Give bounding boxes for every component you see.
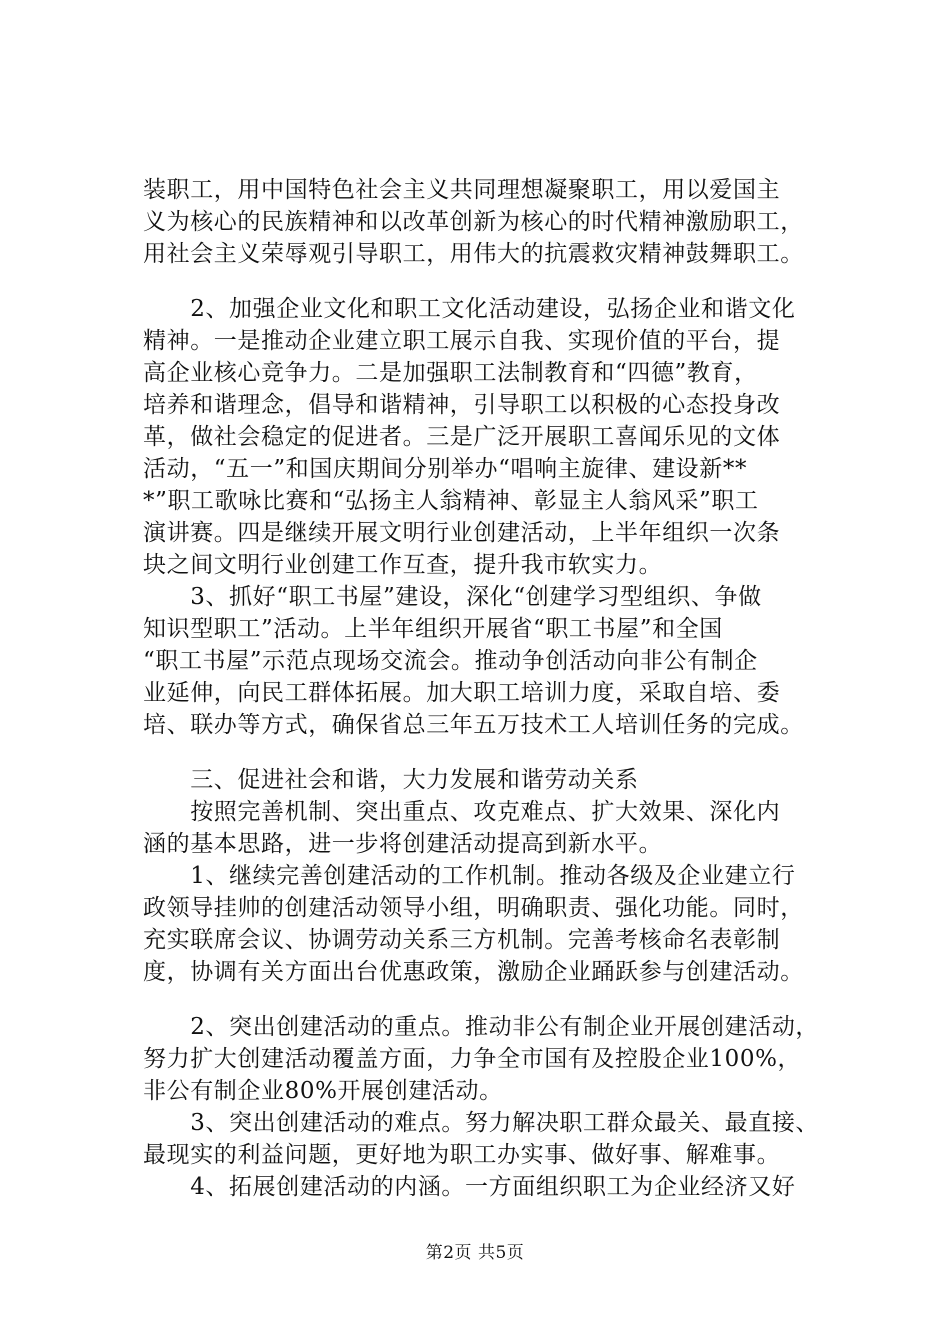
text-line: 按照完善机制、突出重点、攻克难点、扩大效果、深化内: [143, 799, 781, 825]
text-line: 最现实的利益问题，更好地为职工办实事、做好事、解难事。: [143, 1142, 781, 1168]
text-line: 4、拓展创建活动的内涵。一方面组织职工为企业经济又好: [143, 1174, 796, 1200]
text-line: “职工书屋”示范点现场交流会。推动争创活动向非公有制企: [143, 648, 758, 674]
body-text: [143, 174, 863, 1203]
text-line: 精神。一是推动企业建立职工展示自我、实现价值的平台，提: [143, 328, 781, 354]
text-line: 1、继续完善创建活动的工作机制。推动各级及企业建立行: [143, 863, 796, 889]
section-heading: 三、促进社会和谐，大力发展和谐劳动关系: [143, 767, 639, 793]
text-line: 非公有制企业80%开展创建活动。: [143, 1078, 503, 1104]
text-line: 政领导挂帅的创建活动领导小组，明确职责、强化功能。同时，: [143, 895, 804, 921]
text-line: 义为核心的民族精神和以改革创新为核心的时代精神激励职工，: [143, 209, 804, 235]
text-line: 涵的基本思路，进一步将创建活动提高到新水平。: [143, 831, 663, 857]
text-line: 演讲赛。四是继续开展文明行业创建活动，上半年组织一次条: [143, 520, 781, 546]
text-line: 充实联席会议、协调劳动关系三方机制。完善考核命名表彰制: [143, 927, 781, 953]
text-line: 业延伸，向民工群体拓展。加大职工培训力度，采取自培、委: [143, 680, 781, 706]
text-line: 度，协调有关方面出台优惠政策，激励企业踊跃参与创建活动。: [143, 959, 804, 985]
text-line: 3、突出创建活动的难点。努力解决职工群众最关、最直接、: [143, 1110, 820, 1136]
text-line: 2、加强企业文化和职工文化活动建设，弘扬企业和谐文化: [143, 296, 796, 322]
text-line: 2、突出创建活动的重点。推动非公有制企业开展创建活动，: [143, 1014, 820, 1040]
text-line: 装职工，用中国特色社会主义共同理想凝聚职工，用以爱国主: [143, 177, 781, 203]
text-line: 3、抓好“职工书屋”建设，深化“创建学习型组织、争做: [143, 584, 762, 610]
text-line: 活动，“五一”和国庆期间分别举办“唱响主旋律、建设新**: [143, 456, 748, 482]
text-line: 高企业核心竞争力。二是加强职工法制教育和“四德”教育，: [143, 360, 758, 386]
page-number-footer: 第2页 共5页: [425, 1243, 525, 1263]
paragraph-gap: [143, 988, 863, 1011]
text-line: 块之间文明行业创建工作互查，提升我市软实力。: [143, 552, 663, 578]
text-line: 培养和谐理念，倡导和谐精神，引导职工以积极的心态投身改: [143, 392, 781, 418]
text-line: 培、联办等方式，确保省总三年五万技术工人培训任务的完成。: [143, 712, 804, 738]
paragraph-gap: [143, 741, 863, 764]
paragraph-gap: [143, 270, 863, 293]
text-line: 努力扩大创建活动覆盖方面，力争全市国有及控股企业100%，: [143, 1046, 802, 1072]
text-line: *”职工歌咏比赛和“弘扬主人翁精神、彰显主人翁风采”职工: [143, 488, 759, 514]
text-line: 革，做社会稳定的促进者。三是广泛开展职工喜闻乐见的文体: [143, 424, 781, 450]
text-line: 用社会主义荣辱观引导职工，用伟大的抗震救灾精神鼓舞职工。: [143, 241, 804, 267]
text-line: 知识型职工”活动。上半年组织开展省“职工书屋”和全国: [143, 616, 723, 642]
